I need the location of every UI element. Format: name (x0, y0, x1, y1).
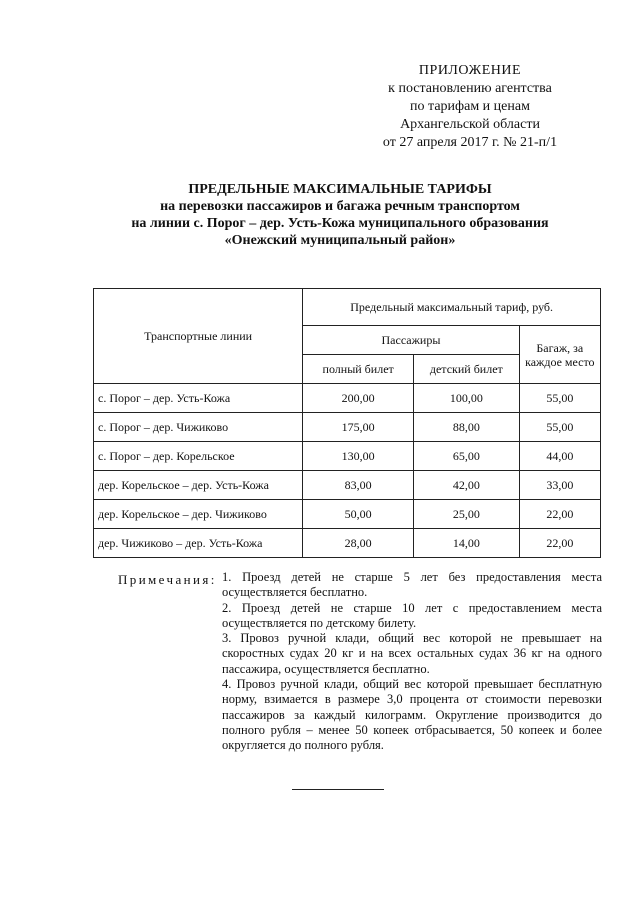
table-row (94, 500, 601, 529)
cell-baggage: 55,00 (519, 384, 600, 413)
header-passengers: Пассажиры (303, 326, 519, 355)
document-heading (60, 181, 620, 249)
appendix-line: Архангельской области (400, 117, 540, 132)
cell-full: 50,00 (303, 500, 414, 529)
cell-child: 25,00 (414, 500, 520, 529)
cell-line: дер. Чижиково – дер. Усть-Кожа (94, 529, 303, 558)
note-item: 2. Проезд детей не старше 10 лет с предоставлением места осуществляется по детскому билету. (222, 600, 602, 630)
table-row (94, 384, 601, 413)
cell-child: 14,00 (414, 529, 520, 558)
heading-line: «Онежский муниципальный район» (224, 233, 456, 248)
cell-baggage: 22,00 (519, 500, 600, 529)
table-row (94, 413, 601, 442)
header-child-ticket: детский билет (414, 355, 520, 384)
cell-child: 100,00 (414, 384, 520, 413)
cell-full: 175,00 (303, 413, 414, 442)
notes-list (222, 570, 602, 754)
note-item: 4. Провоз ручной клади, общий вес которой превышает бесплатную норму, взимается в размере 3,0 процента от стоимости перевозки пассажиров за каждый килограмм. Округление производится до полного рубля – менее 50 копеек отбрасывается, 50 копеек и более округляется до полного рубля. (222, 677, 602, 753)
appendix-block (330, 62, 610, 152)
header-baggage: Багаж, за каждое место (519, 326, 600, 384)
cell-child: 88,00 (414, 413, 520, 442)
cell-baggage: 33,00 (519, 471, 600, 500)
cell-full: 28,00 (303, 529, 414, 558)
note-item: 1. Проезд детей не старше 5 лет без предоставления места осуществляется бесплатно. (222, 570, 602, 600)
appendix-line: от 27 апреля 2017 г. № 21-п/1 (382, 135, 558, 150)
cell-child: 42,00 (414, 471, 520, 500)
header-full-ticket: полный билет (303, 355, 414, 384)
table-row (94, 529, 601, 558)
cell-full: 83,00 (303, 471, 414, 500)
cell-full: 200,00 (303, 384, 414, 413)
heading-line: на линии с. Порог – дер. Усть-Кожа муниципального образования (131, 216, 549, 231)
cell-line: дер. Корельское – дер. Чижиково (94, 500, 303, 529)
tariff-table (93, 288, 601, 558)
header-row (94, 289, 601, 326)
header-max-tariff: Предельный максимальный тариф, руб. (303, 289, 601, 326)
cell-line: с. Порог – дер. Корельское (94, 442, 303, 471)
cell-child: 65,00 (414, 442, 520, 471)
heading-title: ПРЕДЕЛЬНЫЕ МАКСИМАЛЬНЫЕ ТАРИФЫ (188, 182, 492, 197)
cell-line: с. Порог – дер. Усть-Кожа (94, 384, 303, 413)
table-row (94, 471, 601, 500)
closing-divider (292, 789, 384, 790)
appendix-line: по тарифам и ценам (410, 99, 530, 114)
appendix-title: ПРИЛОЖЕНИЕ (418, 63, 522, 78)
cell-line: дер. Корельское – дер. Усть-Кожа (94, 471, 303, 500)
cell-full: 130,00 (303, 442, 414, 471)
note-item: 3. Провоз ручной клади, общий вес которой не превышает на скоростных судах 20 кг и на всех остальных судах 36 кг на одного пассажира, осуществляется бесплатно. (222, 631, 602, 676)
notes-label: Примечания: (118, 572, 217, 587)
heading-line: на перевозки пассажиров и багажа речным транспортом (160, 199, 520, 214)
cell-baggage: 55,00 (519, 413, 600, 442)
cell-baggage: 44,00 (519, 442, 600, 471)
cell-baggage: 22,00 (519, 529, 600, 558)
table-row (94, 442, 601, 471)
appendix-line: к постановлению агентства (388, 81, 552, 96)
header-lines: Транспортные линии (94, 289, 303, 384)
cell-line: с. Порог – дер. Чижиково (94, 413, 303, 442)
